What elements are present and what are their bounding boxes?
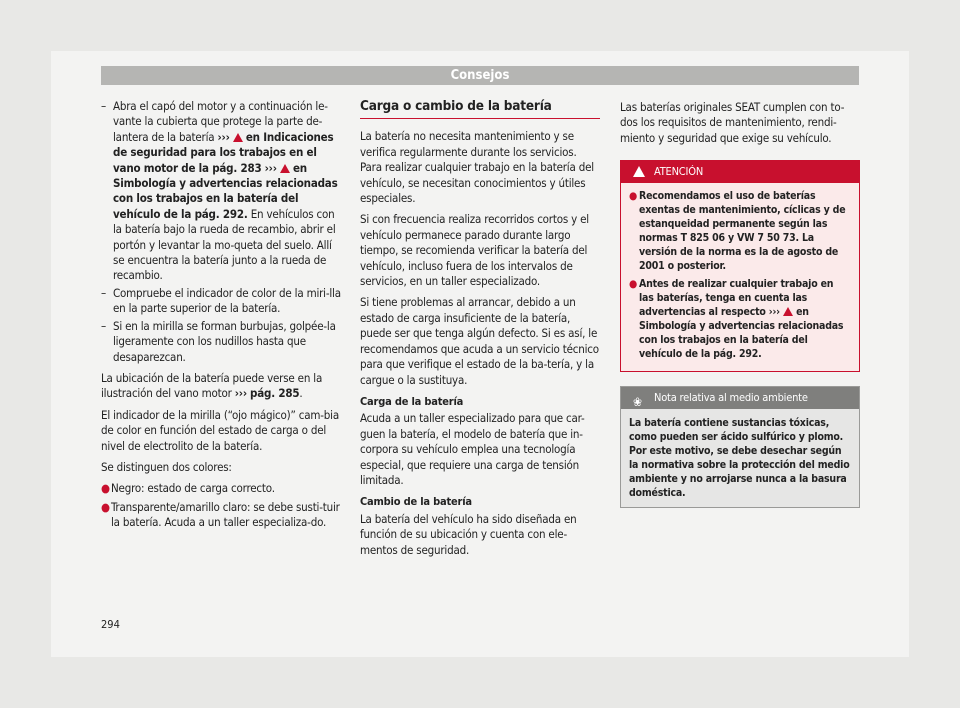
warning-body [621, 183, 859, 371]
environment-note-header: ❀ Nota relativa al medio ambiente [621, 387, 859, 409]
bullet-icon: ● [629, 190, 638, 203]
paragraph: Si tiene problemas al arrancar, debido a un estado de carga insuficiente de la batería, puede ser que tenga algún defecto. Si es así, le recomendamos que acuda a un servicio técnico para que verifique el estado de la ba-tería, y la cargue o la sustituya. [360, 295, 599, 387]
list-item: ● Antes de realizar cualquier trabajo en las baterías, tenga en cuenta las advertencias al respecto ››› en Simbología y advertencias relacionadas con los trabajos en la batería del vehículo de la pág. 292. [629, 278, 844, 361]
column-3 [620, 100, 860, 508]
paragraph: Las baterías originales SEAT cumplen con to-dos los requisitos de mantenimiento, rendi-miento y seguridad que exige su vehículo. [620, 100, 845, 145]
subheading: Carga de la batería [360, 394, 464, 408]
paragraph: Se distinguen dos colores: [101, 459, 232, 474]
warning-triangle-icon [783, 307, 793, 316]
cross-reference[interactable]: en Indicaciones de seguridad para los trabajos en el vano motor de la pág. 283 [113, 129, 334, 175]
section-header: Consejos [101, 66, 859, 85]
ref-arrow: ››› [264, 160, 277, 175]
list-item: ● Negro: estado de carga correcto. [101, 481, 275, 496]
bullet-icon: ● [101, 481, 110, 496]
warning-header: ATENCIÓN [621, 161, 859, 183]
paragraph: El indicador de la mirilla (“ojo mágico)” cam-bia de color en función del estado de carga o del nivel de electrolito de la batería. [101, 407, 339, 453]
paragraph: La ubicación de la batería puede verse en la ilustración del vano motor ››› pág. 285. [101, 370, 323, 401]
environment-leaf-icon: ❀ [633, 395, 642, 410]
ref-arrow: ››› [217, 129, 230, 144]
subheading: Cambio de la batería [360, 495, 472, 509]
column-2 [360, 99, 600, 564]
page-number: 294 [101, 618, 120, 631]
paragraph: La batería del vehículo ha sido diseñada en función de su ubicación y cuenta con ele-mentos de seguridad. [360, 511, 577, 557]
bullet-icon: ● [101, 499, 110, 514]
column-1 [101, 99, 341, 534]
cross-reference[interactable]: en Simbología y advertencias relacionadas con los trabajos en la batería del vehículo de la pág. 292. [639, 306, 844, 361]
list-item: ● Recomendamos el uso de baterías exentas de mantenimiento, cíclicas y de estanqueidad permanente según las normas T 825 06 y VW 7 50 73. La versión de la norma es la de agosto de 2001 o posterior. [629, 190, 846, 273]
warning-triangle-icon [280, 164, 290, 173]
paragraph: Si con frecuencia realiza recorridos cortos y el vehículo permanece parado durante largo tiempo, se recomienda verificar la batería del vehículo, incluso fuera de los intervalos de servicios, en un taller especializado. [360, 212, 589, 289]
list-item: – Abra el capó del motor y a continuación le-vante la cubierta que protege la parte de-lantera de la batería ››› en Indicaciones de seguridad para los trabajos en el vano motor de la pág. 283 ››› en Simbología y advertencias relacionadas con los trabajos en la batería del vehículo de la pág. 292. En vehículos con la batería bajo la rueda de recambio, abrir el portón y levantar la mo-queta del suelo. Allí se encuentra la batería junto a la rueda de recambio. [101, 99, 341, 284]
bullet-icon: ● [629, 278, 638, 291]
list-item: – Compruebe el indicador de color de la miri-lla en la parte superior de la batería. [101, 286, 341, 317]
cross-reference[interactable]: en Simbología y advertencias relacionadas con los trabajos en la batería del vehículo de la pág. 292. [113, 160, 338, 221]
section-title: Carga o cambio de la batería [360, 99, 600, 119]
list-item: – Si en la mirilla se forman burbujas, golpée-la ligeramente con los nudillos hasta que desaparezcan. [101, 319, 341, 365]
paragraph: La batería no necesita mantenimiento y se verifica regularmente durante los servicios. Para realizar cualquier trabajo en la batería del vehículo, se necesitan conocimientos y útiles especiales. [360, 129, 594, 206]
ref-arrow: ››› [234, 386, 247, 401]
warning-triangle-icon [633, 166, 645, 177]
environment-note-body: La batería contiene sustancias tóxicas, como pueden ser ácido sulfúrico y plomo. Por este motivo, se debe desechar según la normativa sobre la protección del medio ambiente y no arrojarse nunca a la basura doméstica. [629, 417, 850, 500]
environment-note-box [620, 386, 860, 508]
cross-reference[interactable]: pág. 285 [250, 386, 300, 401]
paragraph: Acuda a un taller especializado para que car-guen la batería, el modelo de batería que in-corpora su vehículo emplea una tecnología especial, que requiere una carga de tensión limitada. [360, 411, 585, 487]
warning-triangle-icon [233, 133, 243, 142]
warning-box [620, 160, 860, 372]
list-item: ● Transparente/amarillo claro: se debe susti-tuir la batería. Acuda a un taller especializa-do. [101, 499, 340, 530]
ref-arrow: ››› [768, 306, 780, 319]
